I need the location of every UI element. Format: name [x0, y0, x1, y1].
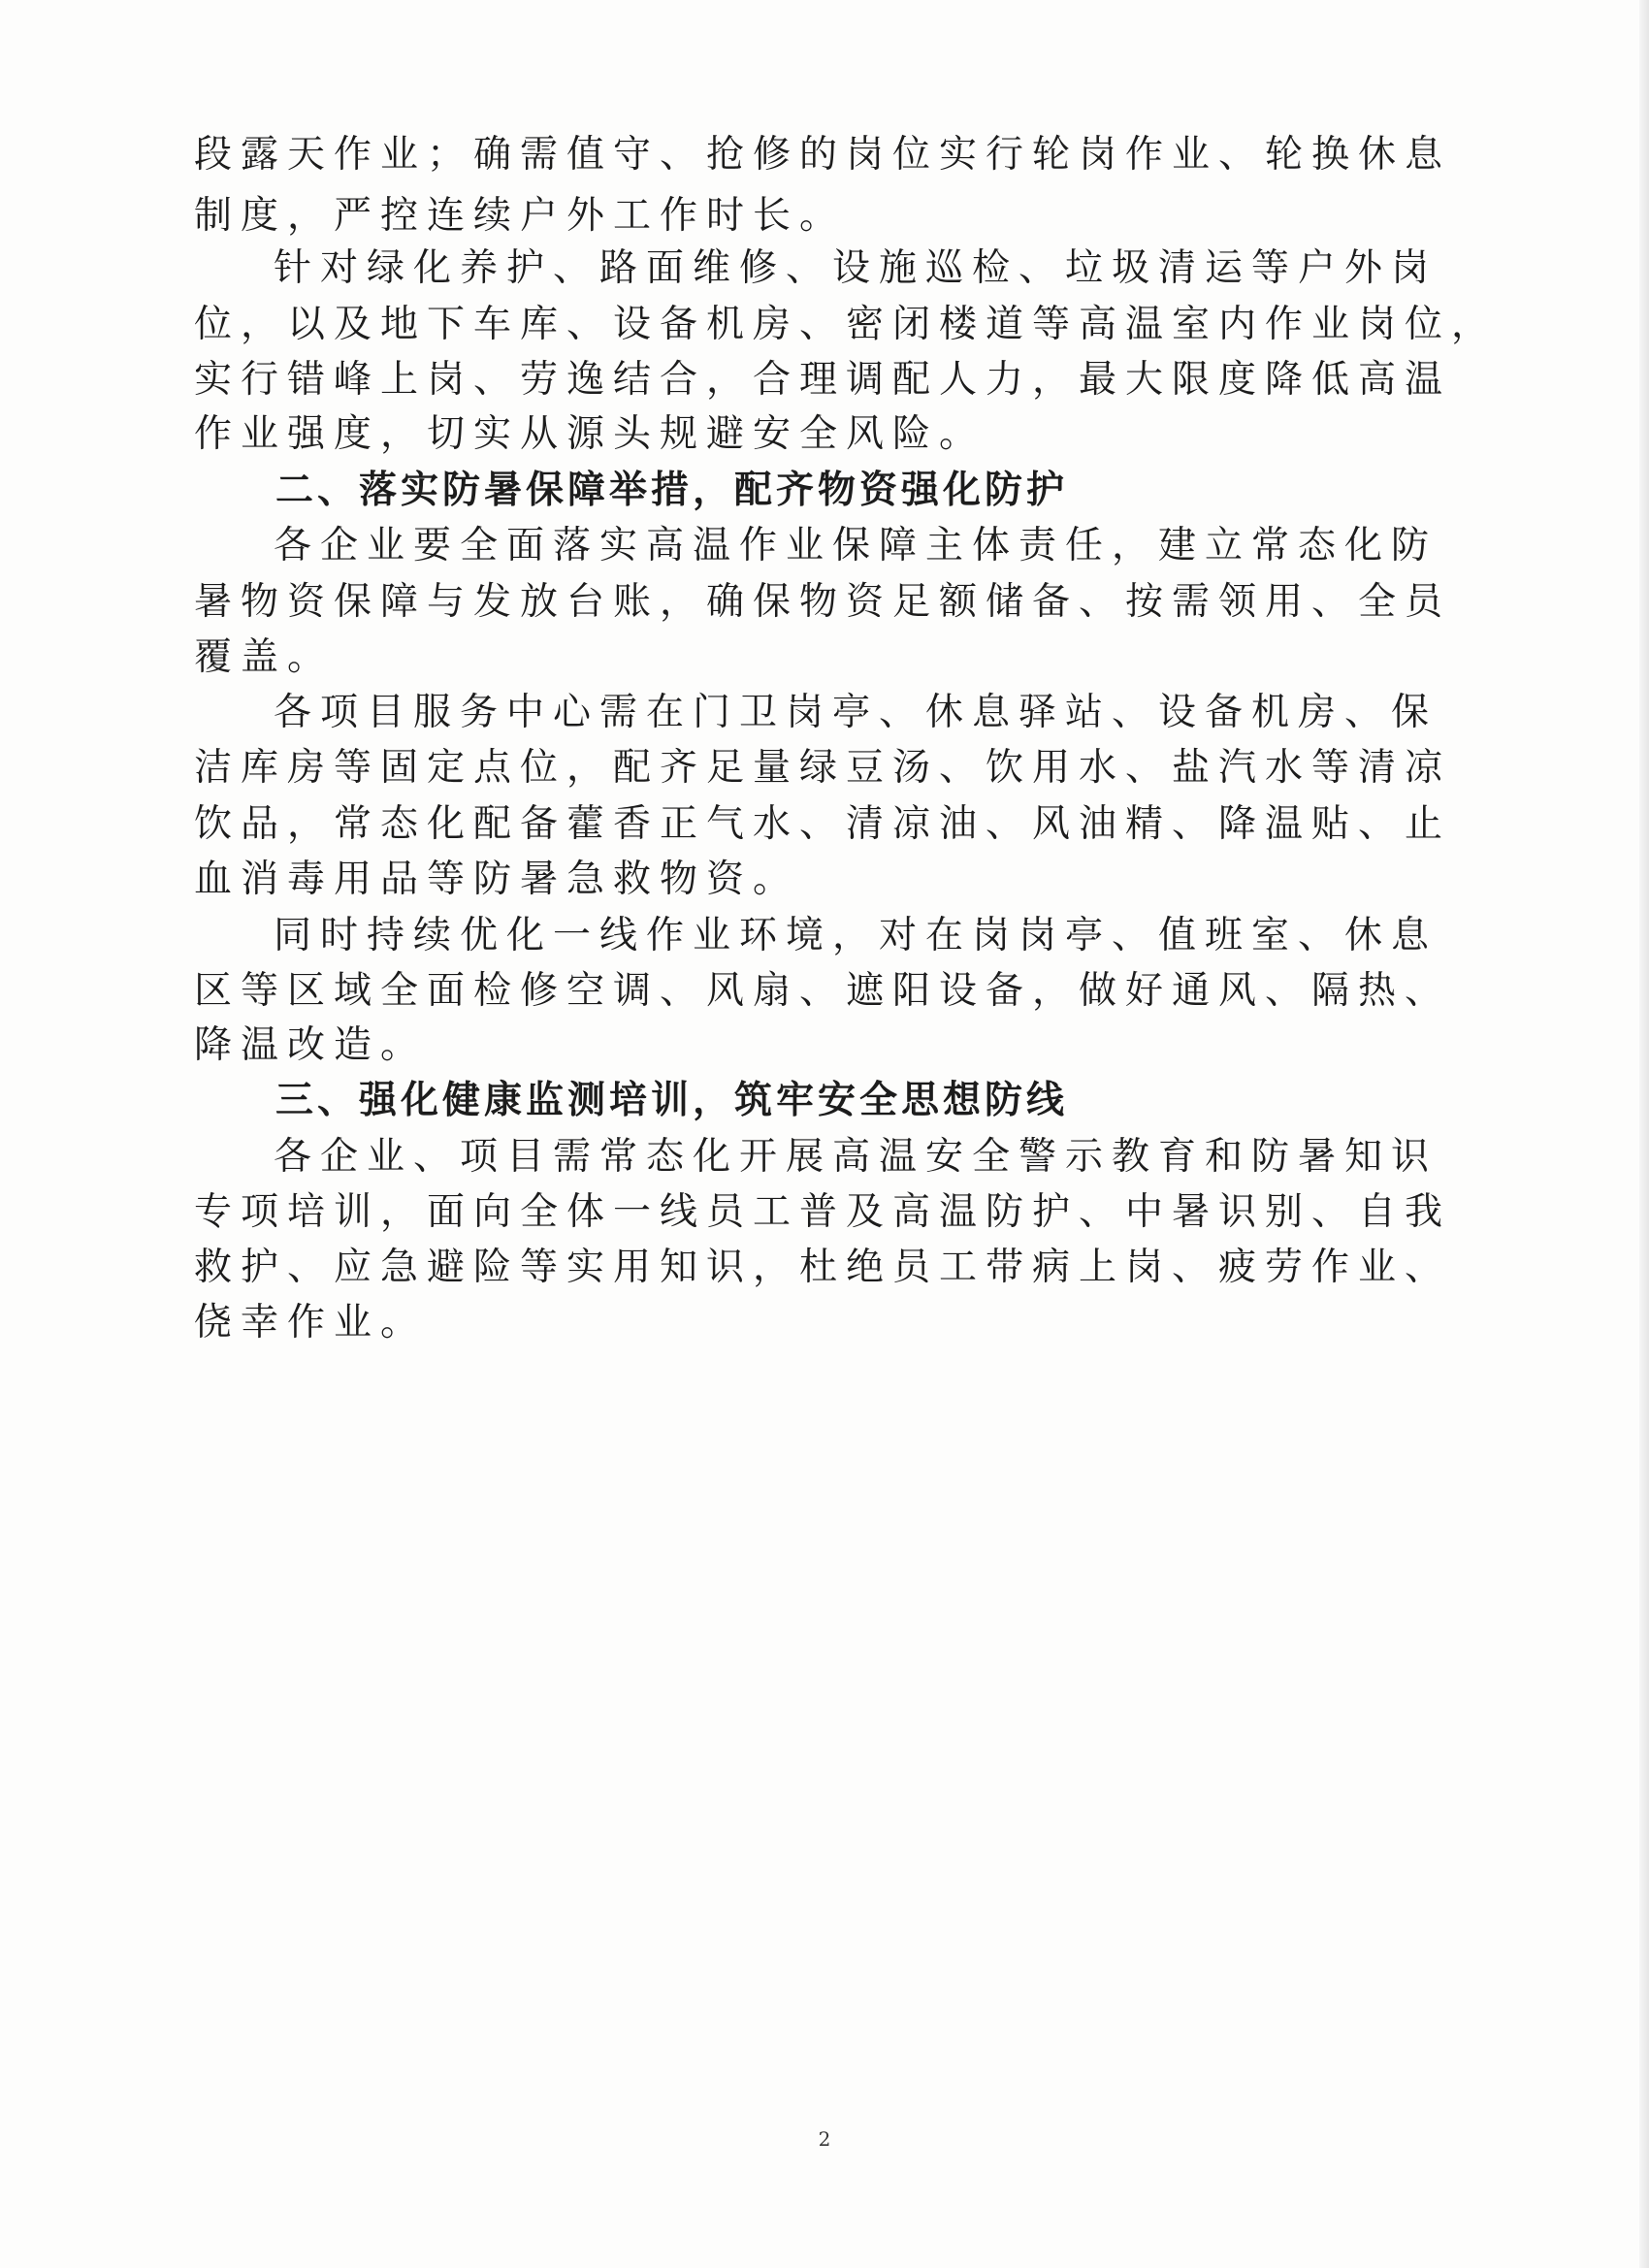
body-line: 饮品，常态化配备藿香正气水、清凉油、风油精、降温贴、止	[194, 802, 1452, 846]
body-line: 血消毒用品等防暑急救物资。	[194, 858, 800, 901]
body-line: 位，以及地下车库、设备机房、密闭楼道等高温室内作业岗位，	[194, 303, 1499, 346]
section-heading-2: 二、落实防暑保障举措，配齐物资强化防护	[275, 469, 1069, 512]
paragraph-first-line: 各项目服务中心需在门卫岗亭、休息驿站、设备机房、保	[274, 691, 1439, 734]
body-line: 洁库房等固定点位，配齐足量绿豆汤、饮用水、盐汽水等清凉	[194, 746, 1452, 790]
body-line: 作业强度，切实从源头规避安全风险。	[194, 412, 986, 456]
body-line: 侥幸作业。	[194, 1301, 428, 1345]
body-line: 制度，严控连续户外工作时长。	[194, 194, 847, 238]
body-line: 段露天作业；确需值守、抢修的岗位实行轮岗作业、轮换休息	[194, 133, 1452, 177]
section-heading-3: 三、强化健康监测培训，筑牢安全思想防线	[275, 1079, 1069, 1122]
body-line: 覆盖。	[194, 635, 335, 679]
body-line: 专项培训，面向全体一线员工普及高温防护、中暑识别、自我	[194, 1190, 1452, 1234]
scan-edge	[1639, 0, 1649, 2268]
page-number: 2	[818, 2127, 831, 2151]
paragraph-first-line: 同时持续优化一线作业环境，对在岗岗亭、值班室、休息	[274, 914, 1439, 957]
body-line: 降温改造。	[194, 1023, 428, 1067]
body-line: 救护、应急避险等实用知识，杜绝员工带病上岗、疲劳作业、	[194, 1246, 1452, 1289]
body-line: 暑物资保障与发放台账，确保物资足额储备、按需领用、全员	[194, 580, 1452, 624]
paragraph-first-line: 各企业要全面落实高温作业保障主体责任，建立常态化防	[274, 524, 1439, 567]
body-line: 区等区域全面检修空调、风扇、遮阳设备，做好通风、隔热、	[194, 969, 1452, 1013]
body-line: 实行错峰上岗、劳逸结合，合理调配人力，最大限度降低高温	[194, 358, 1452, 402]
paragraph-first-line: 针对绿化养护、路面维修、设施巡检、垃圾清运等户外岗	[274, 246, 1439, 290]
paragraph-first-line: 各企业、项目需常态化开展高温安全警示教育和防暑知识	[274, 1135, 1439, 1179]
